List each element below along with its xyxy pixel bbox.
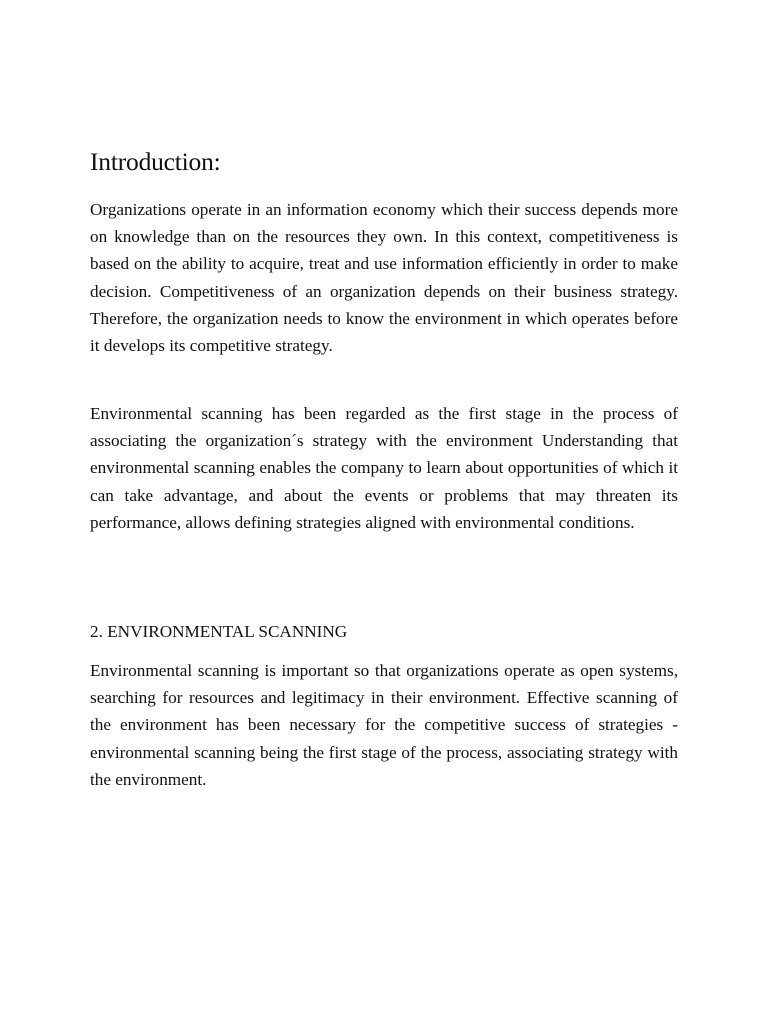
introduction-heading: Introduction: [90,147,221,176]
section-paragraph-1: Environmental scanning is important so that organizations operate as open systems, searching for resources and legitimacy in their environment. Effective scanning of the environment has been necessary for the competitive success of strategies - environmental scanning being the first stage of the process, associating strategy with the environment. [90,661,678,789]
section-heading-environmental-scanning: 2. ENVIRONMENTAL SCANNING [90,622,348,641]
introduction-paragraph-1: Organizations operate in an information economy which their success depends more on knowledge than on the resources they own. In this context, competitiveness is based on the ability to acquire, treat and use information efficiently in order to make decision. Competitiveness of an organization depends on their business strategy. Therefore, the organization needs to know the environment in which operates before it develops its competitive strategy. [90,200,678,356]
introduction-paragraph-2: Environmental scanning has been regarded as the first stage in the process of associating the organization´s strategy with the environment Understanding that environmental scanning enables the company to learn about opportunities of which it can take advantage, and about the events or problems that may threaten its performance, allows defining strategies aligned with environmental conditions. [90,404,678,532]
